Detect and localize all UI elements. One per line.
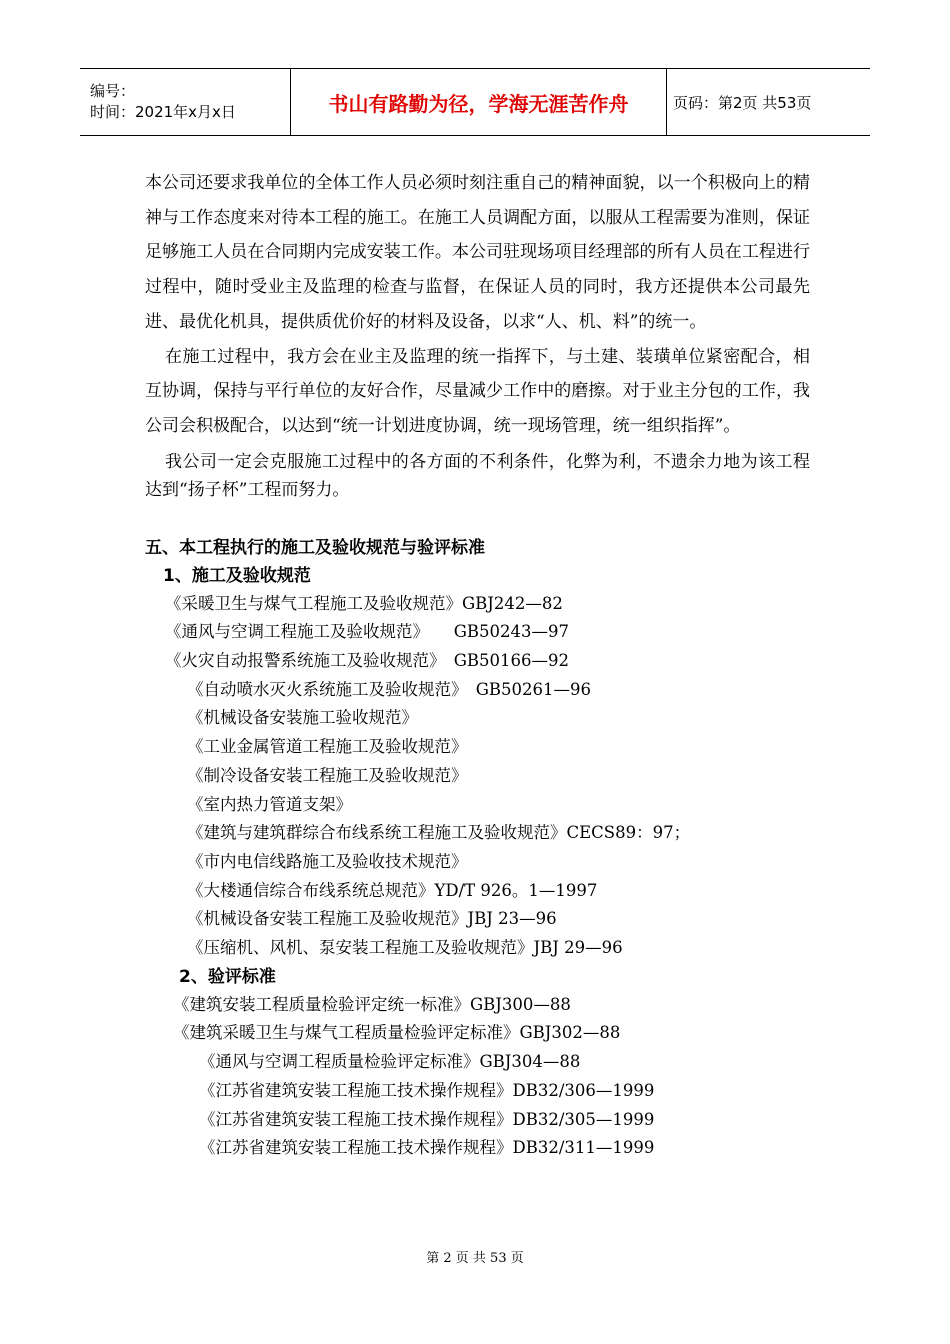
body-paragraph: 我公司一定会克服施工过程中的各方面的不利条件，化弊为利，不遗余力地为该工程达到“扬子杯”工程而努力。	[145, 451, 810, 500]
list-item: 《建筑安装工程质量检验评定统一标准》GBJ300—88	[173, 994, 571, 1014]
list-item: 《江苏省建筑安装工程施工技术操作规程》DB32/311—1999	[199, 1138, 655, 1158]
list-item: 《采暖卫生与煤气工程施工及验收规范》GBJ242—82	[165, 593, 563, 613]
subsection-title: 1、施工及验收规范	[163, 565, 311, 586]
list-item: 《制冷设备安装工程施工及验收规范》	[187, 765, 468, 785]
subsection-title: 2、验评标准	[179, 966, 276, 987]
list-item: 《通风与空调工程施工及验收规范》 GB50243—97	[165, 622, 570, 642]
list-item: 《大楼通信综合布线系统总规范》YD/T 926。1—1997	[187, 880, 598, 900]
list-item: 《自动喷水灭火系统施工及验收规范》 GB50261—96	[187, 679, 592, 699]
page-footer: 第 2 页 共 53 页	[426, 1251, 524, 1266]
section-title: 五、本工程执行的施工及验收规范与验评标准	[145, 537, 485, 558]
document-header	[80, 68, 870, 136]
list-item: 《通风与空调工程质量检验评定标准》GBJ304—88	[199, 1052, 581, 1072]
header-motto: 书山有路勤为径，学海无涯苦作舟	[291, 69, 667, 136]
document-body	[145, 166, 810, 1163]
list-item: 《建筑与建筑群综合布线系统工程施工及验收规范》CECS89：97；	[187, 823, 691, 843]
header-left-cell	[80, 69, 291, 136]
list-item: 《江苏省建筑安装工程施工技术操作规程》DB32/305—1999	[199, 1109, 655, 1129]
standards-list-2	[145, 991, 810, 1163]
list-item: 《机械设备安装工程施工及验收规范》JBJ 23—96	[187, 909, 557, 929]
document-date: 时间：2021年x月x日	[90, 103, 236, 121]
list-item: 《工业金属管道工程施工及验收规范》	[187, 737, 468, 757]
list-item: 《机械设备安装施工验收规范》	[187, 708, 418, 728]
list-item: 《江苏省建筑安装工程施工技术操作规程》DB32/306—1999	[199, 1080, 655, 1100]
list-item: 《室内热力管道支架》	[187, 794, 352, 814]
body-paragraph: 在施工过程中，我方会在业主及监理的统一指挥下，与土建、装璜单位紧密配合，相互协调，保持与平行单位的友好合作，尽量减少工作中的磨擦。对于业主分包的工作，我公司会积极配合，以达到“统一计划进度协调，统一现场管理，统一组织指挥”。	[145, 346, 810, 436]
list-item: 《市内电信线路施工及验收技术规范》	[187, 851, 468, 871]
header-page-info: 页码：第2页 共53页	[667, 69, 871, 136]
list-item: 《建筑采暖卫生与煤气工程质量检验评定标准》GBJ302—88	[173, 1023, 621, 1043]
list-item: 《压缩机、风机、泵安装工程施工及验收规范》JBJ 29—96	[187, 938, 623, 958]
list-item: 《火灾自动报警系统施工及验收规范》 GB50166—92	[165, 651, 570, 671]
body-paragraph: 本公司还要求我单位的全体工作人员必须时刻注重自己的精神面貌，以一个积极向上的精神与工作态度来对待本工程的施工。在施工人员调配方面，以服从工程需要为准则，保证足够施工人员在合同期内完成安装工作。本公司驻现场项目经理部的所有人员在工程进行过程中，随时受业主及监理的检查与监督，在保证人员的同时，我方还提供本公司最先进、最优化机具，提供质优价好的材料及设备，以求“人、机、料”的统一。	[145, 173, 810, 332]
standards-list-1	[145, 590, 810, 963]
document-code-label: 编号：	[90, 82, 136, 100]
